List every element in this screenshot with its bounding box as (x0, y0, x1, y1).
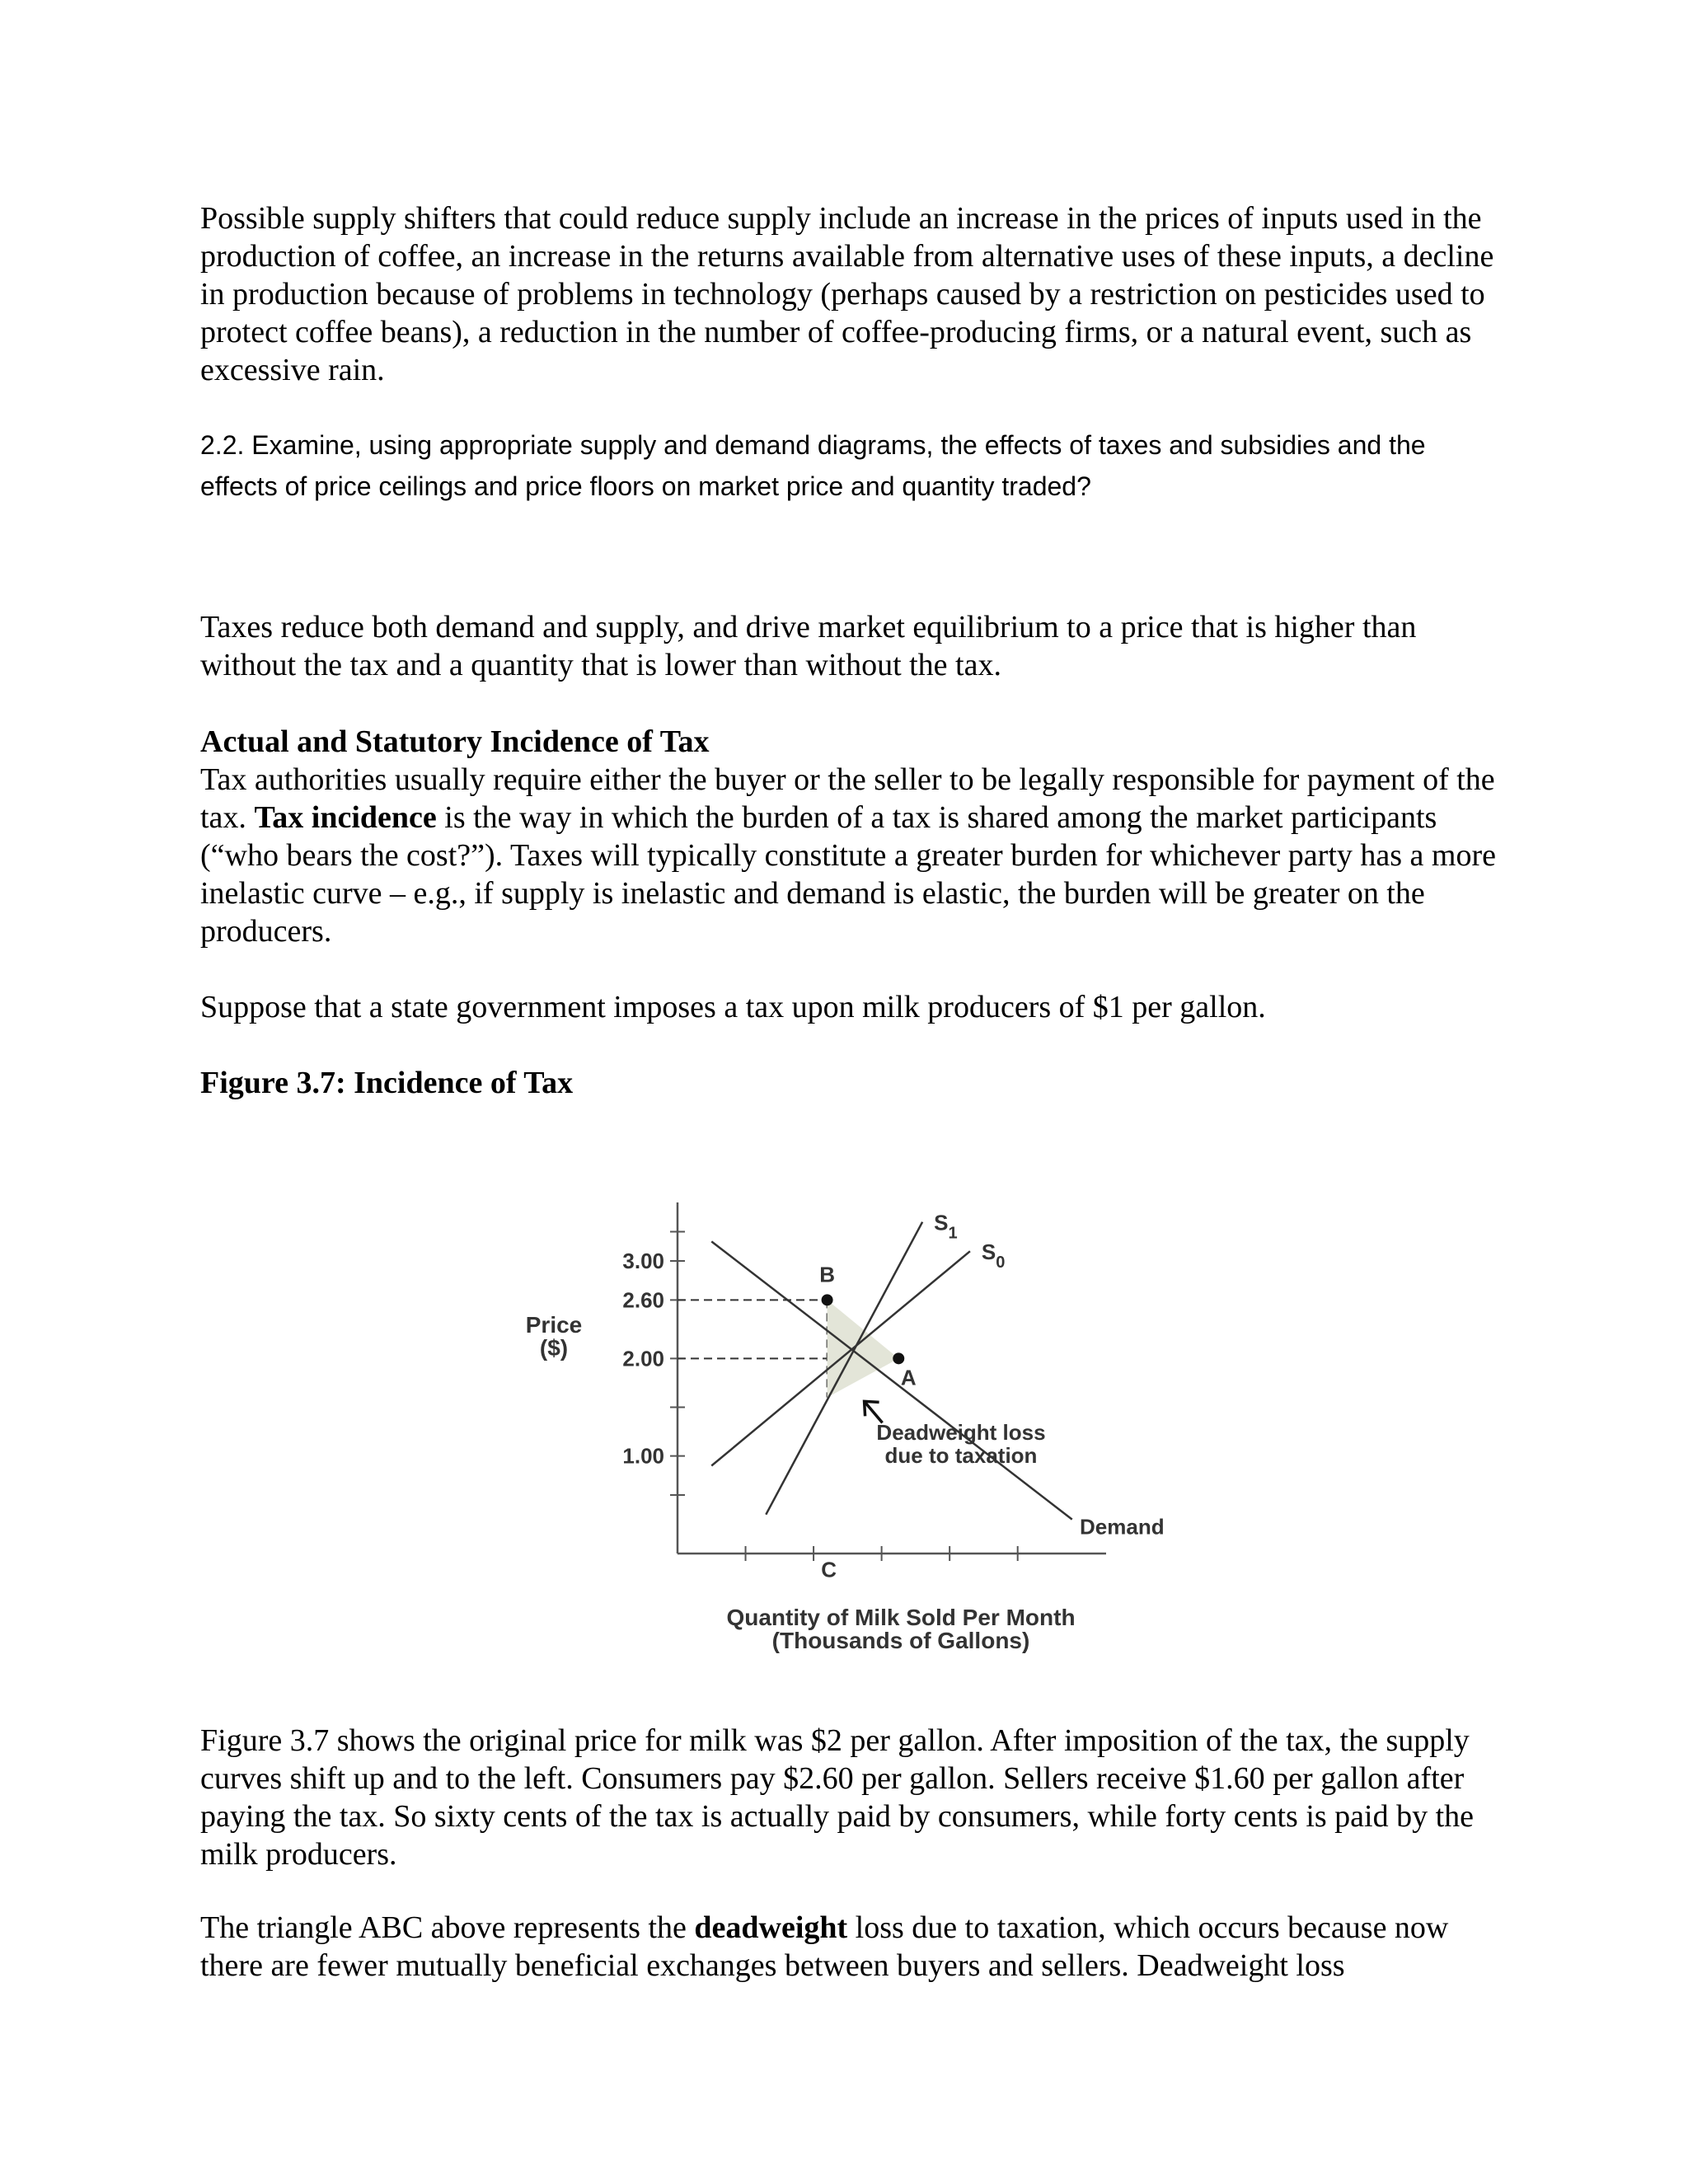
deadweight-annotation-line1: Deadweight loss (876, 1420, 1046, 1445)
y-tick-label: 3.00 (622, 1249, 664, 1273)
deadweight-text-part1: The triangle ABC above represents the (200, 1910, 695, 1945)
section-heading-incidence: Actual and Statutory Incidence of Tax (200, 724, 710, 759)
paragraph-milk-tax: Suppose that a state government imposes a tax upon milk producers of $1 per gallon. (200, 990, 1266, 1024)
deadweight-triangle (828, 1300, 899, 1397)
chart-labels (526, 1211, 1165, 1653)
x-axis-label-line2: (Thousands of Gallons) (771, 1628, 1030, 1653)
term-deadweight: deadweight (694, 1910, 848, 1945)
paragraph-supply-shifters: Possible supply shifters that could reduce supply include an increase in the prices of inputs used in the production of coffee, an increase in the returns available from alternative uses of these inputs, a decline in production because of problems in technology (perhaps caused by a restriction on pesticides used to protect coffee beans), a reduction in the number of coffee-producing firms, or a natural event, such as excessive rain. (200, 201, 1494, 387)
paragraph-figure-explanation: Figure 3.7 shows the original price for milk was $2 per gallon. After imposition of the tax, the supply curves shift up and to the left. Consumers pay $2.60 per gallon. Sellers receive $1.60 per gallon after paying the tax. So sixty cents of the tax is actually paid by consumers, while forty cents is paid by the milk producers. (200, 1723, 1475, 1872)
supply-label-subscript: 1 (948, 1224, 958, 1243)
paragraph-tax-incidence (200, 761, 1503, 950)
chart-series-layer (711, 1222, 1071, 1520)
paragraph-taxes: Taxes reduce both demand and supply, and drive market equilibrium to a price that is higher than without the tax and a quantity that is lower than without the tax. (200, 610, 1417, 682)
supply-label-s0 (982, 1240, 1005, 1272)
line-s1 (766, 1222, 922, 1515)
y-tick-label: 2.00 (622, 1346, 664, 1371)
supply-label-main: S (981, 1240, 996, 1265)
incidence-of-tax-chart (495, 1150, 1187, 1669)
y-tick-label: 2.60 (622, 1287, 664, 1313)
point-a-marker (893, 1352, 904, 1364)
incidence-text-part1: Tax authorities usually require either the buyer or the seller to be legally responsible for payment of the tax. (200, 762, 1495, 835)
term-tax-incidence: Tax incidence (254, 800, 437, 835)
paragraph-deadweight (200, 1909, 1503, 1985)
point-b-label: B (819, 1262, 835, 1287)
y-axis-label-line1: Price (525, 1312, 583, 1338)
deadweight-annotation-line2: due to taxation (884, 1443, 1038, 1468)
deadweight-text-part2: loss due to taxation, which occurs because now there are fewer mutually beneficial exchanges between buyers and sellers. Deadweight loss (200, 1910, 1449, 1983)
supply-label-subscript: 0 (996, 1254, 1006, 1272)
x-axis-label-line1: Quantity of Milk Sold Per Month (726, 1605, 1076, 1630)
supply-label-s1 (934, 1211, 957, 1243)
question-2-2: 2.2. Examine, using appropriate supply and demand diagrams, the effects of taxes and subsidies and the effects of price ceilings and price floors on market price and quantity traded? (200, 430, 1426, 501)
demand-label: Demand (1080, 1514, 1165, 1540)
incidence-text-part2: is the way in which the burden of a tax is shared among the market participants (“who bears the cost?”). Taxes will typically constitute a greater burden for whichever party has a more inelastic curve – e.g., if supply is inelastic and demand is elastic, the burden will be greater on the producers. (200, 800, 1496, 949)
y-tick-label: 1.00 (622, 1443, 664, 1469)
line-demand (711, 1241, 1071, 1519)
supply-label-main: S (934, 1210, 949, 1235)
chart-axes (670, 1202, 1106, 1561)
y-axis-label-line2: ($) (539, 1335, 569, 1361)
figure-title: Figure 3.7: Incidence of Tax (200, 1066, 574, 1100)
point-b-marker (822, 1294, 833, 1305)
point-a-label: A (900, 1365, 917, 1390)
deadweight-area-layer (828, 1300, 899, 1397)
point-c-label: C (821, 1557, 837, 1582)
